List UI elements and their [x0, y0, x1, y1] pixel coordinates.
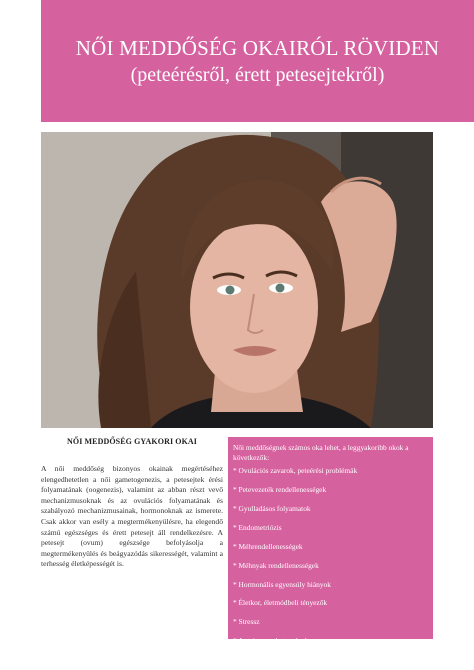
list-item: * Méhnyak rendellenességek — [233, 560, 319, 570]
woman-portrait-illustration — [41, 132, 433, 428]
list-item: * Ovulációs zavarok, peteérési problémák — [233, 466, 358, 476]
page-subtitle: (peteérésről, érett petesejtekről) — [130, 64, 385, 86]
causes-list-box — [228, 437, 433, 646]
causes-list — [233, 466, 429, 645]
list-item: * Hormonális egyensúly hiányok — [233, 579, 331, 589]
causes-article — [41, 437, 223, 570]
list-item: * Gyulladásos folyamatok — [233, 503, 311, 513]
list-item: * Méhrendellenességek — [233, 541, 303, 551]
title-banner — [41, 0, 474, 122]
list-item: * Autoimmun betegségek — [233, 636, 309, 646]
page-title: NŐI MEDDŐSÉG OKAIRÓL RÖVIDEN — [75, 36, 440, 60]
causes-intro: Női meddőségnek számos oka lehet, a leggyakoribb okok a következők: — [233, 443, 409, 462]
article-paragraph: A női meddőség bizonyos okainak megértéséhez elengedhetetlen a női gametogenezis, a petesejtek érési folyamatának (oogenezis), valamint az abban részt vevő mechanizmusoknak és az ovulációs folyamatának és szabályozó mechanizmusainak, hormonoknak az ismerete. Csak akkor van esély a megtermékenyülésre, ha elegendő számú egészséges és érett petesejt áll rendelkezésre. A petesejt (ovum) egészsége befolyásolja a megtermékenyülés és beágyazódás sikerességét, valamint a terhesség életképességét is. — [41, 464, 223, 569]
portrait-photo — [41, 132, 433, 428]
list-item: * Stressz — [233, 617, 260, 627]
section-heading: NŐI MEDDŐSÉG GYAKORI OKAI — [67, 437, 197, 446]
list-item: * Endometriózis — [233, 522, 282, 532]
list-item: * Petevezeték rendellenességek — [233, 485, 327, 495]
list-item: * Életkor, életmódbeli tényezők — [233, 598, 328, 608]
